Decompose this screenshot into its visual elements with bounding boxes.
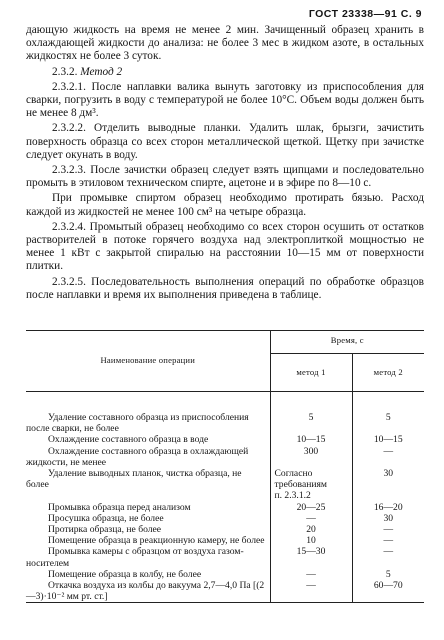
operation-name-cell [26,513,270,524]
paragraph: 2.3.2.2. Отделить выводные планки. Удалить шлак, брызги, зачистить поверхность образца со всех сторон металлической щеткой. Щетку при зачистке следует окунать в воду. [26,122,424,161]
method-1-value: 20 [306,524,316,536]
method-1-value: п. 2.3.1.2 [274,490,311,502]
method-2-cell [352,535,424,546]
operation-name: Охлаждение составного образца в воде [48,434,209,446]
operation-name: Промывка образца перед анализом [48,501,191,513]
paragraph: 2.3.2.5. Последовательность выполнения операций по обработке образцов после наплавки и время их выполнения приведена в таблице. [26,275,424,301]
table-row [26,580,424,602]
method-2-cell [352,446,424,468]
operation-name: Просушка образца, не более [48,512,164,524]
operation-name-cell [26,546,270,568]
method-1-cell [270,546,352,568]
paragraph: дающую жидкость на время не менее 2 мин. Зачищенный образец хранить в охлаждающей жидкости до анализа: не более 3 мес в жидком азоте, в остальных жидкостях не более 3 суток. [26,24,424,63]
section-heading [26,66,424,79]
column-header-method-2: метод 2 [373,366,403,377]
column-header-operation: Наименование операции [26,331,270,392]
paragraph: При промывке спиртом образец необходимо протирать бязью. Расход каждой из жидкостей не менее 100 см³ на четыре образца. [26,192,424,218]
operation-name-cell [26,524,270,535]
table-row [26,446,424,468]
operation-name-cell [26,434,270,445]
operation-name: Протирка образца, не более [48,524,162,536]
method-1-cell [270,535,352,546]
table-bottom-rule [26,602,424,604]
method-2-value: — [383,524,394,536]
table-row [26,546,424,568]
method-2-cell [352,468,424,502]
method-1-value: — [306,568,316,580]
method-1-cell [270,524,352,535]
method-2-value: 5 [385,568,391,580]
method-1-value: Согласно требованиям [274,468,327,491]
table-row [26,502,424,513]
table-body [26,392,424,603]
operation-name: Удаление составного образца из приспособления после сварки, не более [26,412,249,435]
method-2-value: — [383,445,394,457]
method-2-cell [352,502,424,513]
paragraph: 2.3.2.4. Промытый образец необходимо со всех сторон осушить от остатков растворителей в потоке горячего воздуха над электроплиткой мощностью не менее 1 кВт с закрытой спиралью на расстоянии 10—15 мм от поверхности плитки. [26,220,424,273]
body-text [26,24,424,302]
method-1-cell [270,513,352,524]
method-2-value: — [383,535,394,547]
method-2-cell [352,580,424,602]
table-row [26,569,424,580]
operations-table [26,330,424,602]
table-row [26,468,424,502]
operation-name-cell [26,502,270,513]
method-2-value: 10—15 [373,434,403,446]
method-2-cell [352,513,424,524]
method-1-value: — [306,580,316,592]
operation-name-cell [26,535,270,546]
operation-name: Промывка камеры с образцом от воздуха газом-носителем [26,546,244,569]
method-2-cell [352,569,424,580]
table-row [26,513,424,524]
table-row [26,434,424,445]
operation-name: Удаление выводных планок, чистка образца, не более [26,468,242,491]
page-header: ГОСТ 23338—91 С. 9 [308,8,422,20]
method-1-value: 20—25 [296,501,326,513]
operation-name: Охлаждение составного образца в охлаждающей жидкости, не менее [26,445,249,468]
paragraph: 2.3.2.3. После зачистки образец следует взять щипцами и последовательно промыть в этиловом техническом спирте, ацетоне и в эфире по 8—10 с. [26,164,424,190]
operation-name-cell [26,392,270,435]
method-1-value: 300 [303,445,319,457]
method-2-cell [352,392,424,435]
method-2-value: 16—20 [373,501,403,513]
method-1-cell [270,446,352,468]
method-1-cell [270,468,352,502]
method-2-cell [352,524,424,535]
method-2-value: 60—70 [373,580,403,592]
method-1-value: 10 [306,535,316,547]
section-number: 2.3.2. [52,65,78,78]
operation-name: Откачка воздуха из колбы до вакуума 2,7—4,0 Па [(2—3)·10⁻² мм рт. ст.] [26,580,265,603]
method-1-value: 10—15 [296,434,326,446]
method-2-cell [352,434,424,445]
operation-name-cell [26,446,270,468]
table-row [26,535,424,546]
operation-name-cell [26,580,270,602]
operation-name-cell [26,569,270,580]
method-2-value: — [383,546,394,558]
method-2-value: 30 [383,512,394,524]
method-1-cell [270,569,352,580]
method-2-cell [352,546,424,568]
paragraph: 2.3.2.1. После наплавки валика вынуть заготовку из приспособления для сварки, погрузить в воду с температурой не более 10°С. Объем воды должен быть не менее 8 дм³. [26,80,424,120]
operations-table-wrap [26,330,424,604]
column-header-method-1: метод 1 [270,354,352,392]
operation-name: Помещение образца в реакционную камеру, не более [48,535,265,547]
method-1-value: 15—30 [296,546,326,558]
method-1-cell [270,502,352,513]
section-title: Метод 2 [80,65,123,78]
method-1-cell [270,580,352,602]
method-1-value: — [306,512,316,524]
operation-name-cell [26,468,270,502]
operation-name: Помещение образца в колбу, не более [48,568,202,580]
method-1-cell [270,392,352,435]
method-1-cell [270,434,352,445]
table-row [26,524,424,535]
table-row [26,392,424,435]
method-2-value: 5 [385,412,391,423]
column-header-time: Время, с [270,331,424,354]
method-1-value: 5 [308,412,314,423]
method-2-value: 30 [383,468,394,480]
